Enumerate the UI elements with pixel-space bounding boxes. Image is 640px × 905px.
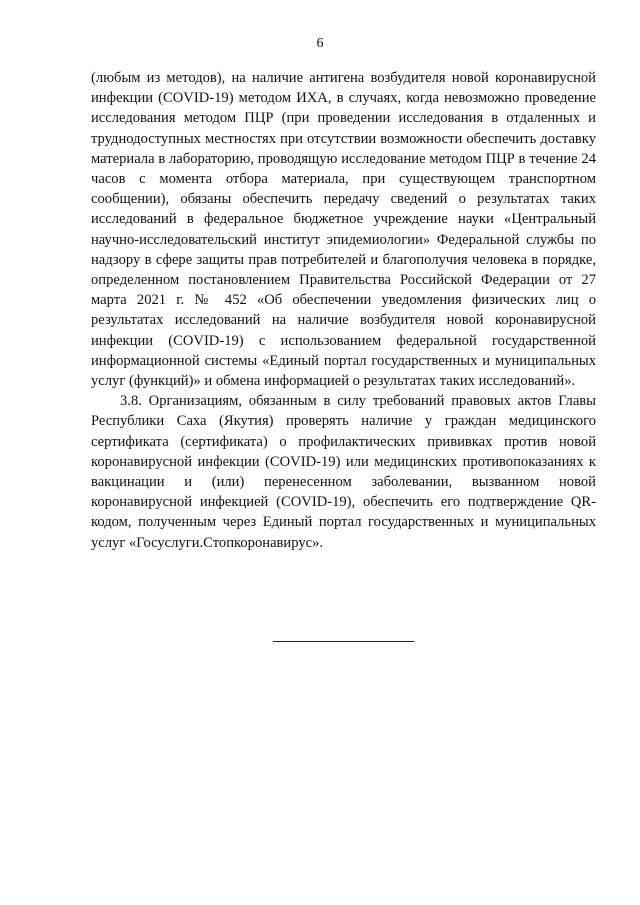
- paragraph-text: (любым из методов), на наличие антигена возбудителя новой коронавирусной инфекции (COVID-19) методом ИХА, в случаях, когда невозможно проведение исследования методом ПЦР (при проведении исследования в отдаленных и труднодоступных местностях при отсутствии возможности обеспечить доставку материала в лабораторию, проводящую исследование методом ПЦР в течение 24 часов с момента отбора материала, при существующем транспортном сообщении), обязаны обеспечить передачу сведений о результатах таких исследований в федеральное бюджетное учреждение науки «Центральный научно-исследовательский институт эпидемиологии» Федеральной службы по надзору в сфере защиты прав потребителей и благополучия человека в порядке, определенном постановлением Правительства Российской Федерации от 27 марта 2021 г. № 452 «Об обеспечении уведомления физических лиц о результатах исследований на наличие возбудителя новой коронавирусной инфекции (COVID-19) с использованием федеральной государственной информационной системы «Единый портал государственных и муниципальных услуг (функций)» и обмена информацией о результатах таких исследований».: [91, 70, 596, 390]
- paragraph-text: 3.8. Организациям, обязанным в силу требований правовых актов Главы Республики Саха (Якутия) проверять наличие у граждан медицинского сертификата (сертификата) о профилактических прививках против новой коронавирусной инфекции (COVID-19) или медицинских противопоказаниях к вакцинации и (или) перенесенном заболевании, вызванном новой коронавирусной инфекцией (COVID-19), обеспечить его подтверждение QR-кодом, полученным через Единый портал государственных и муниципальных услуг «Госуслуги.Стопкоронавирус».: [91, 393, 596, 551]
- page-number: 6: [316, 36, 324, 51]
- paragraph-3-8: [91, 391, 596, 553]
- paragraph-continuation: [91, 68, 596, 391]
- end-of-text-rule: [273, 641, 414, 642]
- document-body: [91, 68, 596, 553]
